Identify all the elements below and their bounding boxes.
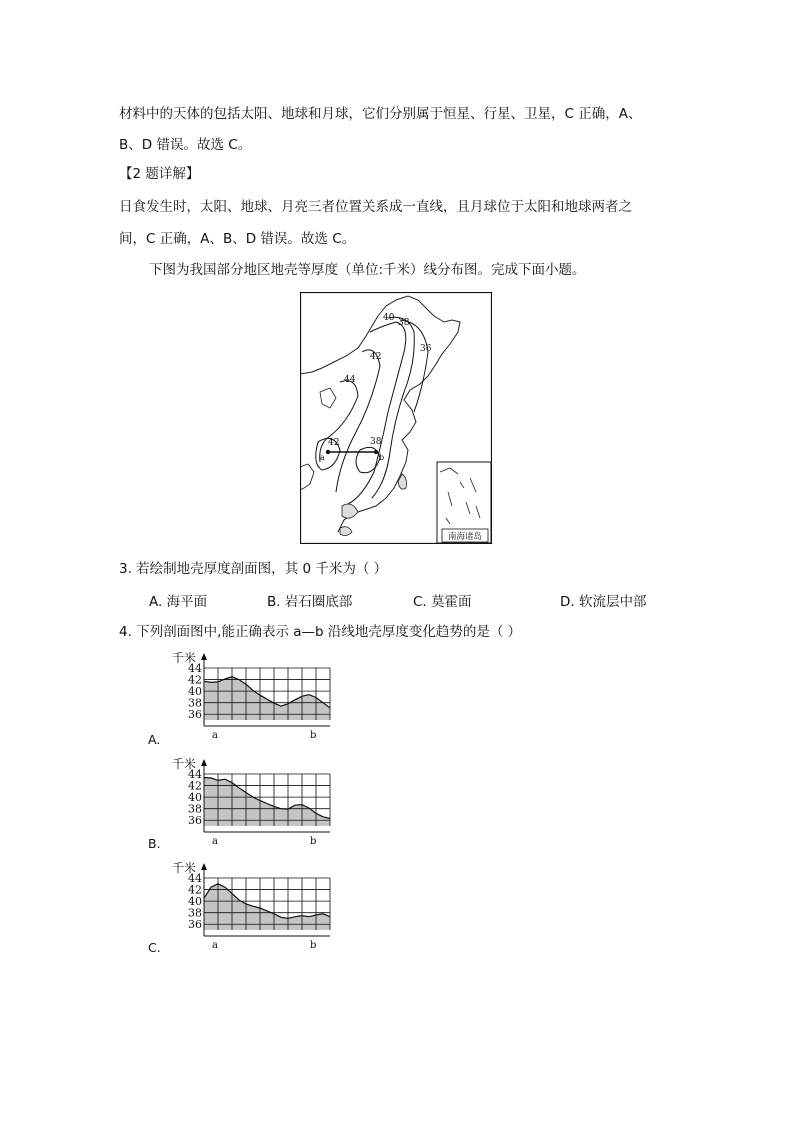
q3-option-b[interactable]: B. 岩石圈底部 [267,594,353,610]
q3-option-c[interactable]: C. 莫霍面 [413,594,472,610]
profile-chart-a [168,650,340,745]
y-axis-label: 千米 [172,651,197,665]
answer-text-line-3: 日食发生时，太阳、地球、月亮三者位置关系成一直线，且月球位于太阳和地球两者之 [119,199,632,215]
contour-label-40: 40 [383,313,395,323]
y-tick-label: 44 [188,872,202,885]
point-a-label: a [320,453,325,462]
question-intro: 下图为我国部分地区地壳等厚度（单位:千米）线分布图。完成下面小题。 [149,262,586,278]
profile-area [204,884,330,930]
point-b-label: b [379,453,385,462]
x-label-a: a [212,730,218,741]
y-tick-label: 38 [188,802,202,816]
crust-thickness-map [300,292,492,544]
y-tick-label: 40 [188,685,202,699]
q4-option-b-label[interactable]: B. [148,836,161,851]
y-tick-label: 40 [188,895,202,909]
y-axis-arrow [201,653,207,660]
answer-text-line-1: 材料中的天体的包括太阳、地球和月球，它们分别属于恒星、行星、卫星，C 正确，A、 [119,106,642,122]
y-tick-label: 42 [188,779,202,793]
profile-chart-b [168,756,340,851]
contour-label-36: 36 [420,344,432,354]
contour-label-44: 44 [344,375,356,385]
y-tick-label: 36 [188,918,202,932]
y-tick-label: 36 [188,708,202,722]
x-label-b: b [310,730,317,741]
x-label-b: b [310,836,317,847]
profile-area [204,677,330,720]
y-tick-label: 40 [188,791,202,805]
y-tick-label: 42 [188,883,202,897]
y-tick-label: 44 [188,662,202,675]
y-axis-label: 千米 [172,757,197,771]
question-3-stem: 3. 若绘制地壳厚度剖面图，其 0 千米为（ ） [119,561,388,577]
q3-option-d[interactable]: D. 软流层中部 [560,594,647,610]
question-4-stem: 4. 下列剖面图中,能正确表示 a—b 沿线地壳厚度变化趋势的是（ ） [119,624,522,640]
answer-text-line-4: 间，C 正确，A、B、D 错误。故选 C。 [119,231,356,247]
y-tick-label: 44 [188,768,202,781]
y-tick-label: 38 [188,906,202,920]
answer-text-line-2: B、D 错误。故选 C。 [119,137,252,153]
y-tick-label: 42 [188,673,202,687]
q3-option-a[interactable]: A. 海平面 [149,594,208,610]
section-heading: 【2 题详解】 [119,166,200,182]
y-axis-arrow [201,759,207,766]
profile-area [204,778,330,827]
y-tick-label: 38 [188,696,202,710]
y-axis-label: 千米 [172,861,197,875]
contour-label-42: 42 [370,352,382,362]
inset-label: 南海诸岛 [447,532,483,542]
contour-label-38: 38 [398,318,410,328]
x-label-b: b [310,940,317,951]
x-label-a: a [212,940,218,951]
x-label-a: a [212,836,218,847]
profile-chart-c [168,860,340,955]
y-tick-label: 36 [188,814,202,828]
contour-label-38-south: 38 [370,437,382,447]
y-axis-arrow [201,863,207,870]
contour-label-42-south: 42 [328,438,340,448]
q4-option-c-label[interactable]: C. [148,940,161,955]
q4-option-a-label[interactable]: A. [148,732,161,747]
